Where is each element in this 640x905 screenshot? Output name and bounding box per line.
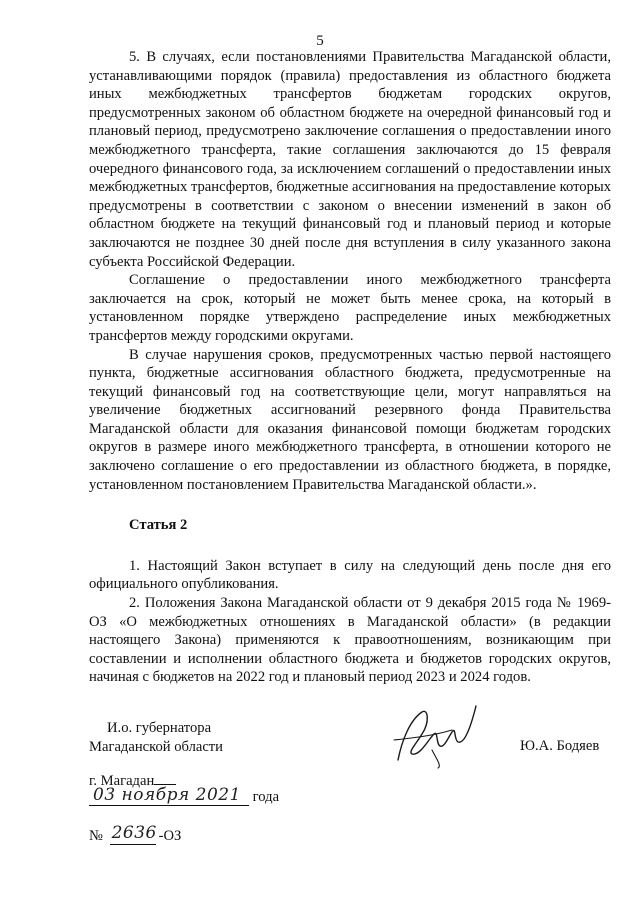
document-body [89, 48, 611, 687]
city-name: г. Магадан [89, 773, 155, 789]
signatory-title-line1: И.о. губернатора [107, 720, 212, 736]
date-line [89, 787, 279, 806]
article-heading: Статья 2 [129, 517, 188, 534]
signatory-title-line2: Магаданской области [89, 738, 223, 755]
article-paragraph-2: 2. Положения Закона Магаданской области от 9 декабря 2015 года № 1969-ОЗ «О межбюджетных отношениях в Магаданской области» (в редакции настоящего Закона) применяются к правоотношениям, возникающим при составлении и исполнении областного бюджета и бюджетов городских округов, начиная с бюджетов на 2022 год и плановый период 2023 и 2024 годов. [89, 595, 611, 686]
signatory-title [89, 719, 223, 756]
page-number: 5 [316, 33, 324, 49]
article-paragraph-1: 1. Настоящий Закон вступает в силу на следующий день после дня его официального опубликования. [89, 557, 611, 593]
handwritten-number: 2636 [111, 823, 157, 843]
date-field [89, 787, 249, 806]
paragraph-5: 5. В случаях, если постановлениями Правительства Магаданской области, устанавливающими порядок (правила) предоставления из областного бюджета иных межбюджетных трансфертов бюджетам городских округов, предусмотренных законом об областном бюджете на очередной финансовый год и плановый период, предусмотрено заключение соглашения о предоставлении иного межбюджетного трансферта, такие соглашения заключаются до 15 февраля очередного финансового года, за исключением соглашений о предоставлении иных межбюджетных трансфертов, бюджетные ассигнования на предоставление которых предусмотрены в соответствии с законом о внесении изменений в закон об областном бюджете на текущий финансовый год и плановый период и которые заключаются не позднее 30 дней после дня вступления в силу указанного закона субъекта Российской Федерации. [89, 49, 611, 270]
signatory-name: Ю.А. Бодяев [520, 738, 600, 754]
handwritten-signature [392, 700, 478, 770]
law-number-line [89, 823, 182, 845]
year-suffix: года [252, 789, 280, 805]
number-field [110, 823, 157, 845]
number-prefix: № [89, 828, 103, 844]
number-suffix: -ОЗ [158, 828, 182, 844]
paragraph-violation: В случае нарушения сроков, предусмотренных частью первой настоящего пункта, бюджетные ассигнования областного бюджета, предусмотренные на текущий финансовый год на соответствующие цели, могут направляться на увеличение бюджетных ассигнований резервного фонда Правительства Магаданской области для оказания финансовой помощи бюджетам городских округов в размере иного межбюджетного трансферта, в отношении которого не заключено соглашение о его предоставлении из областного бюджета, в порядке, установленном постановлением Правительства Магаданской области.». [89, 346, 611, 493]
paragraph-agreement-term: Соглашение о предоставлении иного межбюджетного трансферта заключается на срок, который не может быть менее срока, на который в установленном порядке утверждено распределение иных межбюджетных трансфертов между городскими округами. [89, 272, 611, 344]
city-underline [154, 770, 176, 785]
handwritten-date: 03 ноября 2021 [93, 785, 241, 805]
